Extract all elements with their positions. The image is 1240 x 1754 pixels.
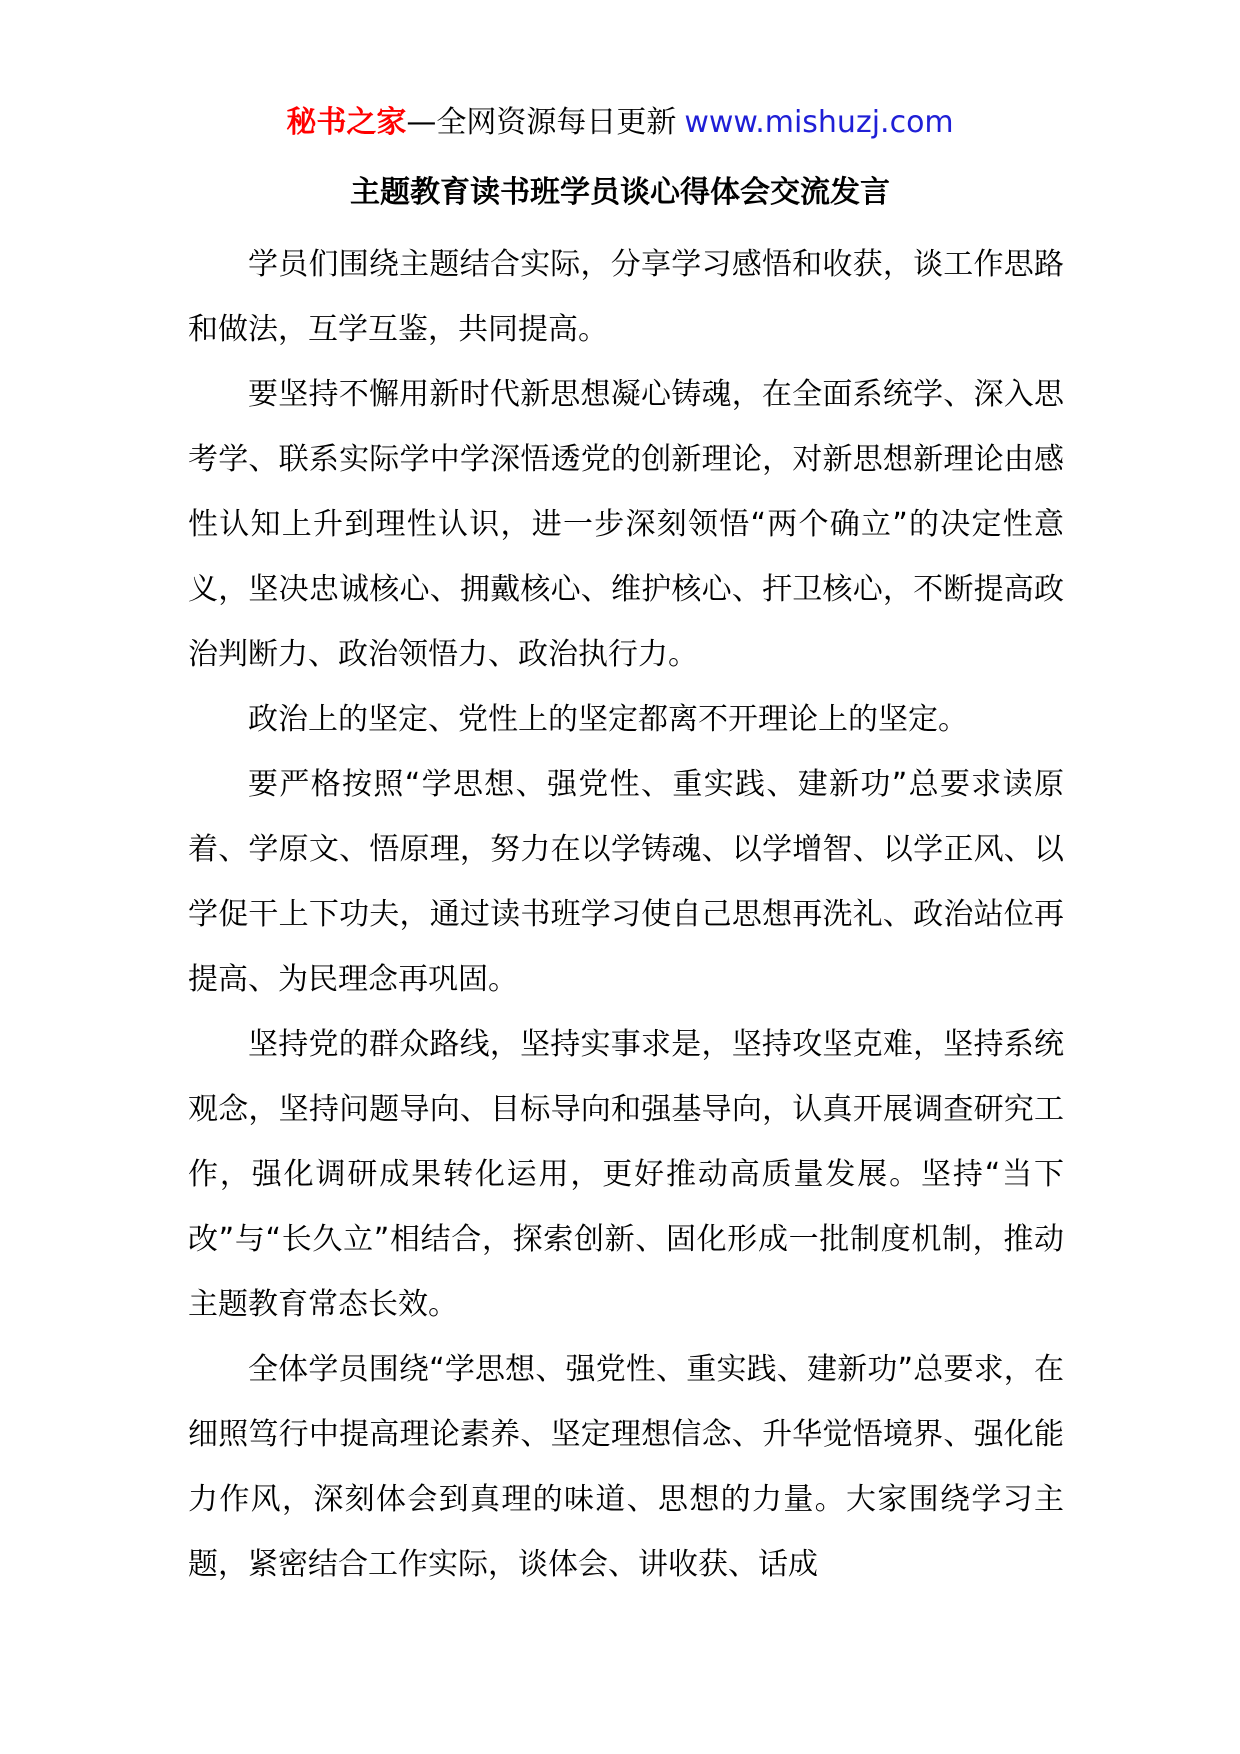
- paragraph: 坚持党的群众路线，坚持实事求是，坚持攻坚克难，坚持系统观念，坚持问题导向、目标导向和强基导向，认真开展调查研究工作，强化调研成果转化运用，更好推动高质量发展。坚持“当下改”与“长久立”相结合，探索创新、固化形成一批制度机制，推动主题教育常态长效。: [188, 1027, 1064, 1322]
- paragraph: 政治上的坚定、党性上的坚定都离不开理论上的坚定。: [248, 702, 968, 737]
- document-title: 主题教育读书班学员谈心得体会交流发言: [350, 175, 890, 210]
- site-tagline: 全网资源每日更新: [436, 105, 677, 140]
- header-dash: —: [406, 105, 437, 140]
- paragraph: 要坚持不懈用新时代新思想凝心铸魂，在全面系统学、深入思考学、联系实际学中学深悟透党的创新理论，对新思想新理论由感性认知上升到理性认识，进一步深刻领悟“两个确立”的决定性意义，坚决忠诚核心、拥戴核心、维护核心、扞卫核心，不断提高政治判断力、政治领悟力、政治执行力。: [188, 377, 1064, 672]
- paragraph: 要严格按照“学思想、强党性、重实践、建新功”总要求读原着、学原文、悟原理，努力在以学铸魂、以学增智、以学正风、以学促干上下功夫，通过读书班学习使自己思想再洗礼、政治站位再提高、为民理念再巩固。: [188, 767, 1064, 997]
- document-body: [188, 232, 1064, 1597]
- paragraph: 全体学员围绕“学思想、强党性、重实践、建新功”总要求，在细照笃行中提高理论素养、坚定理想信念、升华觉悟境界、强化能力作风，深刻体会到真理的味道、思想的力量。大家围绕学习主题，紧密结合工作实际，谈体会、讲收获、话成: [188, 1352, 1064, 1582]
- site-header: [0, 100, 1240, 146]
- site-brand: 秘书之家: [286, 105, 407, 140]
- site-url-link[interactable]: www.mishuzj.com: [684, 105, 954, 140]
- paragraph: 学员们围绕主题结合实际，分享学习感悟和收获，谈工作思路和做法，互学互鉴，共同提高。: [188, 247, 1064, 347]
